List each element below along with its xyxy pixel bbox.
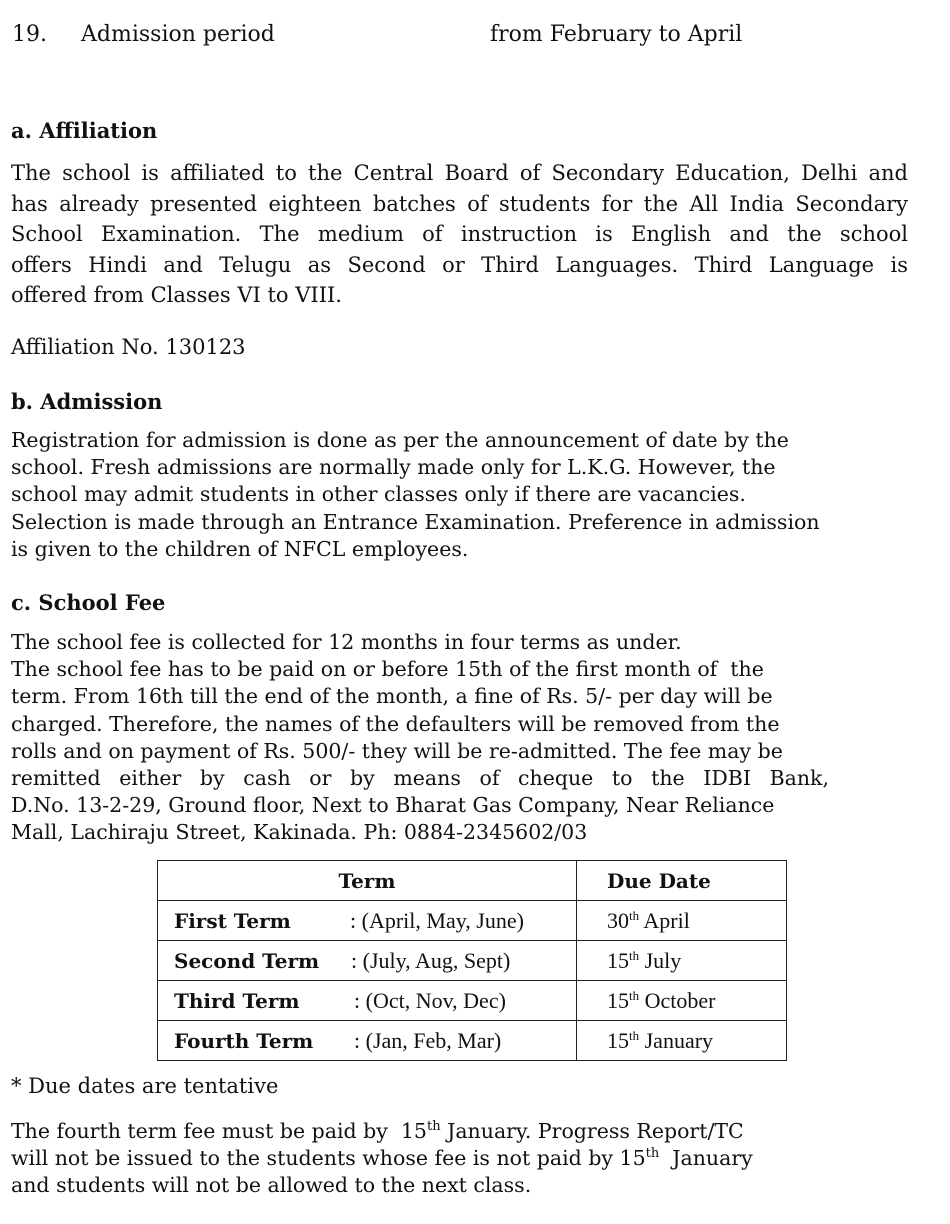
- admission-line: school. Fresh admissions are normally made only for L.K.G. However, the: [11, 455, 776, 480]
- fee-line: charged. Therefore, the names of the defaulters will be removed from the: [11, 711, 780, 736]
- affiliation-line: The school is affiliated to the Central Board of Secondary Education, Delhi and: [11, 161, 908, 185]
- final-line: and students will not be allowed to the next class.: [11, 1173, 532, 1198]
- admission-line: is given to the children of NFCL employees.: [11, 536, 469, 561]
- term-name: Second Term: [174, 949, 320, 973]
- affiliation-number: Affiliation No. 130123: [11, 335, 246, 359]
- term-cell: [158, 901, 577, 941]
- due-day-suffix: th: [629, 1027, 640, 1043]
- fee-table: [157, 860, 787, 1061]
- fee-paragraph: [11, 629, 899, 847]
- final-sup: th: [426, 1119, 441, 1134]
- table-row: [158, 901, 787, 941]
- due-date-column-header: Due Date: [577, 861, 787, 901]
- fee-line: rolls and on payment of Rs. 500/- they will be re-admitted. The fee may be: [11, 738, 783, 763]
- fee-table-header: [158, 861, 787, 901]
- due-date-cell: [577, 941, 787, 981]
- due-month: July: [639, 947, 682, 973]
- admission-heading: b. Admission: [11, 389, 163, 414]
- admission-paragraph: [11, 427, 820, 563]
- due-date-cell: [577, 981, 787, 1021]
- table-row: [158, 941, 787, 981]
- final-text: The fourth term fee must be paid by 15: [11, 1119, 427, 1143]
- due-day: 15: [607, 947, 629, 973]
- due-date-cell: [577, 901, 787, 941]
- due-day-suffix: th: [629, 947, 640, 963]
- final-text: January. Progress Report/TC: [440, 1119, 744, 1143]
- due-day: 15: [607, 1027, 629, 1053]
- final-text: January: [659, 1146, 753, 1171]
- term-months: : (April, May, June): [350, 908, 524, 933]
- fee-line: Mall, Lachiraju Street, Kakinada. Ph: 0884-2345602/03: [11, 820, 588, 845]
- due-day: 15: [607, 987, 629, 1013]
- affiliation-line: has already presented eighteen batches of students for the All India Secondary: [11, 191, 908, 216]
- admission-line: Selection is made through an Entrance Examination. Preference in admission: [11, 509, 820, 534]
- table-row: [158, 1021, 787, 1061]
- due-month: January: [639, 1027, 714, 1053]
- fee-line: remitted either by cash or by means of cheque to the IDBI Bank,: [11, 766, 829, 791]
- term-name: Fourth Term: [174, 1029, 314, 1053]
- final-line: [11, 1118, 753, 1145]
- due-day-suffix: th: [629, 987, 640, 1003]
- admission-line: school may admit students in other classes only if there are vacancies.: [11, 482, 746, 507]
- term-months: : (July, Aug, Sept): [351, 948, 511, 973]
- due-month: October: [639, 987, 716, 1013]
- term-name: Third Term: [174, 989, 300, 1013]
- due-dates-note: * Due dates are tentative: [11, 1074, 279, 1098]
- term-cell: [158, 941, 577, 981]
- fee-line: The school fee is collected for 12 months in four terms as under.: [11, 630, 682, 654]
- fee-line: The school fee has to be paid on or before 15th of the first month of the: [11, 657, 764, 682]
- term-name: First Term: [174, 909, 291, 933]
- item-label: Admission period: [81, 22, 275, 47]
- affiliation-paragraph: [11, 158, 908, 311]
- fee-heading: c. School Fee: [11, 590, 166, 615]
- fee-line: term. From 16th till the end of the month, a fine of Rs. 5/- per day will be: [11, 684, 773, 709]
- final-line: [11, 1145, 753, 1172]
- due-day-suffix: th: [629, 907, 640, 923]
- term-months: : (Jan, Feb, Mar): [354, 1028, 502, 1053]
- final-paragraph: [11, 1118, 753, 1200]
- admission-line: Registration for admission is done as per the announcement of date by the: [11, 428, 789, 452]
- fee-line: D.No. 13-2-29, Ground floor, Next to Bharat Gas Company, Near Reliance: [11, 793, 775, 818]
- affiliation-line: offers Hindi and Telugu as Second or Third Languages. Third Language is: [11, 252, 908, 277]
- term-column-header: Term: [158, 861, 577, 901]
- term-months: : (Oct, Nov, Dec): [354, 988, 506, 1013]
- affiliation-line: offered from Classes VI to VIII.: [11, 283, 342, 308]
- due-month: April: [639, 907, 690, 933]
- affiliation-line: School Examination. The medium of instruction is English and the school: [11, 222, 908, 247]
- affiliation-heading: a. Affiliation: [11, 118, 158, 143]
- item-value: from February to April: [490, 22, 743, 47]
- term-cell: [158, 981, 577, 1021]
- final-sup: th: [645, 1146, 660, 1162]
- table-row: [158, 981, 787, 1021]
- term-cell: [158, 1021, 577, 1061]
- due-date-cell: [577, 1021, 787, 1061]
- final-text: will not be issued to the students whose fee is not paid by 15: [11, 1146, 646, 1171]
- due-day: 30: [607, 907, 629, 933]
- item-number: 19.: [12, 22, 47, 47]
